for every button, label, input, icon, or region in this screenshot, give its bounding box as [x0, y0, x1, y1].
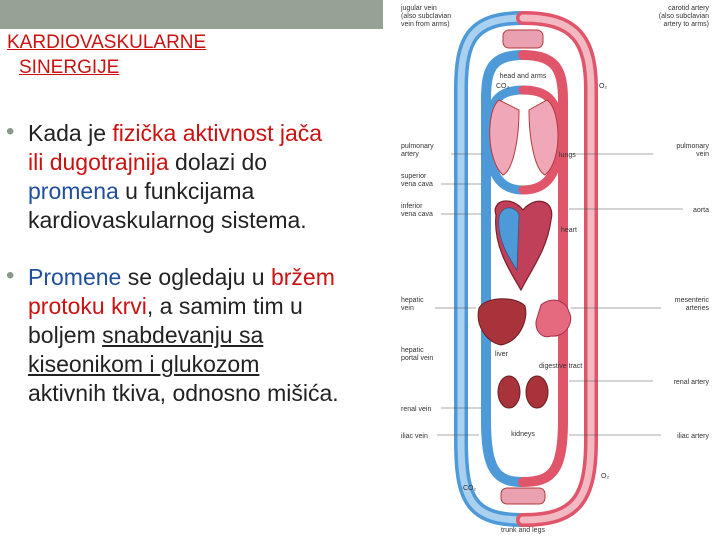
circulatory-system-diagram — [391, 0, 720, 540]
bullet-item — [3, 119, 393, 235]
label-pulmonary-vein: pulmonary — [676, 143, 709, 150]
label-carotid-artery-2: (also subclavian — [658, 13, 709, 20]
bullet-text-run: Kada je — [28, 120, 113, 146]
bullet-text-line — [28, 350, 393, 379]
label-superior-vena-cava-2: vena cava — [401, 181, 433, 188]
svg-text:pulmonaryvein — [676, 143, 709, 158]
bullet-list — [3, 119, 393, 449]
label-co2-top: CO₂ — [496, 83, 510, 90]
diagram-labels — [400, 5, 710, 534]
bullet-text-run: protoku krvi — [28, 293, 147, 319]
label-inferior-vena-cava: inferior — [401, 203, 423, 210]
svg-text:jugular vein(also subclavianve — [400, 5, 451, 28]
top-accent-bar — [0, 0, 383, 29]
svg-text:pulmonaryartery — [401, 143, 434, 158]
bullet-text-run: se ogledaju u — [121, 264, 271, 290]
label-hepatic-portal-vein: hepatic — [401, 347, 424, 354]
bullet-text-run: u funkcijama — [118, 178, 255, 204]
bullet-text-line — [28, 206, 393, 235]
label-liver: liver — [495, 351, 508, 358]
bullet-text-run: kardiovaskularnog sistema. — [28, 207, 307, 233]
circulatory-diagram-svg — [391, 0, 720, 540]
label-superior-vena-cava: superior — [401, 173, 427, 180]
bullet-dot-icon: • — [6, 119, 15, 145]
label-hepatic-portal-vein-2: portal vein — [401, 355, 434, 362]
label-aorta: aorta — [693, 207, 709, 214]
label-pulmonary-artery-2: artery — [401, 151, 419, 158]
right-kidney-shape — [526, 376, 548, 408]
label-mesenteric-arteries-2: arteries — [685, 305, 709, 312]
svg-text:mesentericarteries — [675, 297, 710, 312]
bullet-text-run: Promene — [28, 264, 122, 290]
label-carotid-artery-3: artery to arms) — [663, 21, 709, 28]
bullet-dot-icon: • — [6, 262, 15, 289]
bullet-item — [3, 263, 393, 408]
bullet-text-line — [28, 148, 393, 177]
label-head-and-arms: head and arms — [499, 73, 547, 80]
label-o2-top: O₂ — [599, 83, 608, 90]
bullet-text-run: promena — [28, 178, 119, 204]
bullet-text-line — [28, 321, 393, 350]
bullet-text-run: dolazi do — [168, 149, 268, 175]
label-co2-bottom: CO₂ — [463, 485, 477, 492]
bullet-text-run: , a samim tim u — [146, 293, 303, 319]
label-pulmonary-vein-2: vein — [696, 151, 709, 158]
bullet-text-run: snabdevanju sa — [102, 322, 264, 348]
slide-title-line-1: KARDIOVASKULARNE — [7, 32, 207, 53]
bullet-text-run: fizička aktivnost jača — [112, 120, 323, 146]
label-carotid-artery: carotid artery — [668, 5, 709, 12]
head-capillary-bed — [503, 30, 543, 48]
label-hepatic-vein-2: vein — [401, 305, 414, 312]
label-kidneys: kidneys — [511, 431, 535, 438]
svg-text:superiorvena cava — [401, 173, 433, 188]
digestive-tract-shape — [536, 300, 571, 337]
bullet-text-run: bržem — [270, 264, 335, 290]
legs-capillary-bed — [501, 488, 545, 504]
svg-text:inferiorvena cava — [401, 203, 433, 218]
label-renal-artery: renal artery — [673, 379, 709, 386]
label-jugular-vein-2: (also subclavian — [401, 13, 452, 20]
svg-text:hepaticportal vein — [401, 347, 433, 362]
label-lungs: lungs — [559, 152, 576, 159]
label-digestive-tract: digestive tract — [539, 363, 583, 370]
slide-title — [7, 30, 307, 80]
bullet-text-run: aktivnih tkiva, odnosno mišića. — [28, 380, 339, 406]
label-heart: heart — [561, 227, 577, 234]
label-o2-bottom: O₂ — [601, 473, 610, 480]
label-renal-vein: renal vein — [401, 406, 432, 413]
left-kidney-shape — [498, 376, 520, 408]
svg-text:carotid artery(also subclavian — [659, 5, 710, 28]
bullet-text-line — [28, 292, 393, 321]
label-inferior-vena-cava-2: vena cava — [401, 211, 433, 218]
bullet-text-run: boljem — [28, 322, 103, 348]
bullet-text-line — [28, 119, 393, 148]
label-iliac-vein: iliac vein — [401, 433, 428, 440]
label-trunk-and-legs: trunk and legs — [501, 527, 545, 534]
bullet-text-run: kiseonikom i glukozom — [28, 351, 260, 377]
bullet-text-line — [28, 263, 393, 292]
label-mesenteric-arteries: mesenteric — [674, 297, 709, 304]
bullet-text-run: ili dugotrajnija — [28, 149, 169, 175]
label-jugular-vein: jugular vein — [401, 5, 437, 12]
label-jugular-vein-3: vein from arms) — [401, 21, 450, 28]
bullet-text-line — [28, 177, 393, 206]
label-pulmonary-artery: pulmonary — [401, 143, 434, 150]
svg-text:hepaticvein — [401, 297, 424, 312]
label-iliac-artery: iliac artery — [677, 433, 709, 440]
bullet-text-line — [28, 379, 393, 408]
slide-title-line-2: SINERGIJE — [19, 57, 120, 78]
label-hepatic-vein: hepatic — [401, 297, 424, 304]
